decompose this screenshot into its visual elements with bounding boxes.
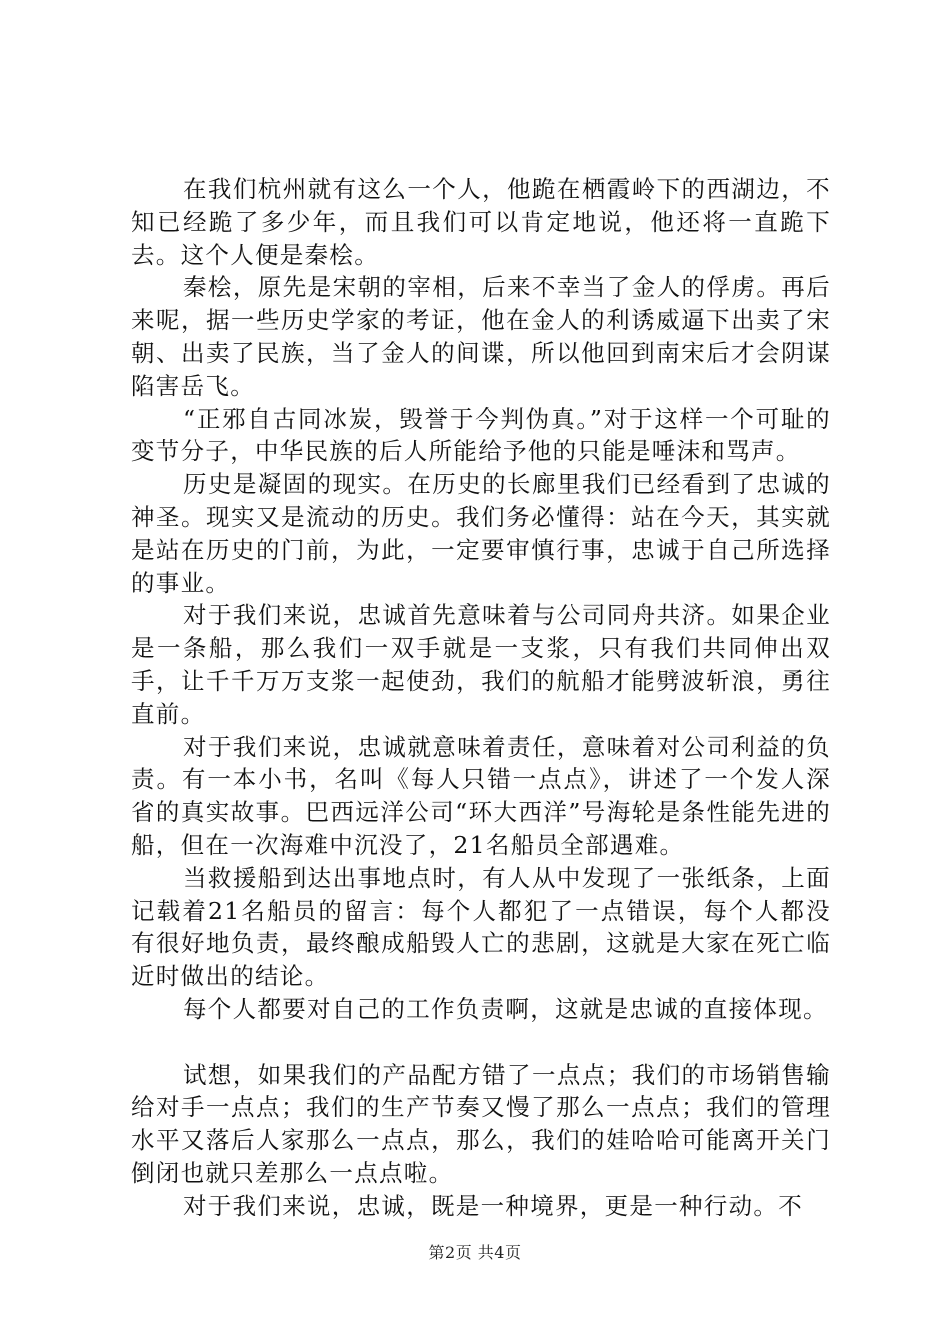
body-text	[131, 173, 831, 1223]
paragraph: 历史是凝固的现实。在历史的长廊里我们已经看到了忠诚的神圣。现实又是流动的历史。我们务必懂得：站在今天，其实就是站在历史的门前，为此，一定要审慎行事，忠诚于自己所选择的事业。	[131, 470, 831, 597]
blank-line	[131, 1026, 831, 1059]
paragraph: 对于我们来说，忠诚，既是一种境界，更是一种行动。不	[183, 1191, 803, 1220]
paragraph: 对于我们来说，忠诚首先意味着与公司同舟共济。如果企业是一条船，那么我们一双手就是一支浆，只有我们共同伸出双手，让千千万万支浆一起使劲，我们的航船才能劈波斩浪，勇往直前。	[131, 601, 831, 728]
paragraph: 当救援船到达出事地点时，有人从中发现了一张纸条，上面记载着21名船员的留言：每个人都犯了一点错误，每个人都没有很好地负责，最终酿成船毁人亡的悲剧，这就是大家在死亡临近时做出的结论。	[131, 863, 831, 991]
paragraph: 对于我们来说，忠诚就意味着责任，意味着对公司利益的负责。有一本小书，名叫《每人只错一点点》，讲述了一个发人深省的真实故事。巴西远洋公司“环大西洋”号海轮是条性能先进的船，但在一次海难中沉没了，21名船员全部遇难。	[131, 732, 831, 859]
paragraph: 试想，如果我们的产品配方错了一点点；我们的市场销售输给对手一点点；我们的生产节奏又慢了那么一点点；我们的管理水平又落后人家那么一点点，那么，我们的娃哈哈可能离开关门倒闭也就只差那么一点点啦。	[131, 1060, 831, 1187]
paragraph: 秦桧，原先是宋朝的宰相，后来不幸当了金人的俘虏。再后来呢，据一些历史学家的考证，他在金人的利诱威逼下出卖了宋朝、出卖了民族，当了金人的间谍，所以他回到南宋后才会阴谋陷害岳飞。	[131, 273, 831, 400]
paragraph: 在我们杭州就有这么一个人，他跪在栖霞岭下的西湖边，不知已经跪了多少年，而且我们可以肯定地说，他还将一直跪下去。这个人便是秦桧。	[131, 175, 831, 269]
page-number-footer: 第2页 共4页	[428, 1243, 522, 1262]
paragraph: 每个人都要对自己的工作负责啊，这就是忠诚的直接体现。	[183, 994, 828, 1023]
paragraph: “正邪自古同冰炭，毁誉于今判伪真。”对于这样一个可耻的变节分子，中华民族的后人所能给予他的只能是唾沫和骂声。	[131, 404, 831, 466]
